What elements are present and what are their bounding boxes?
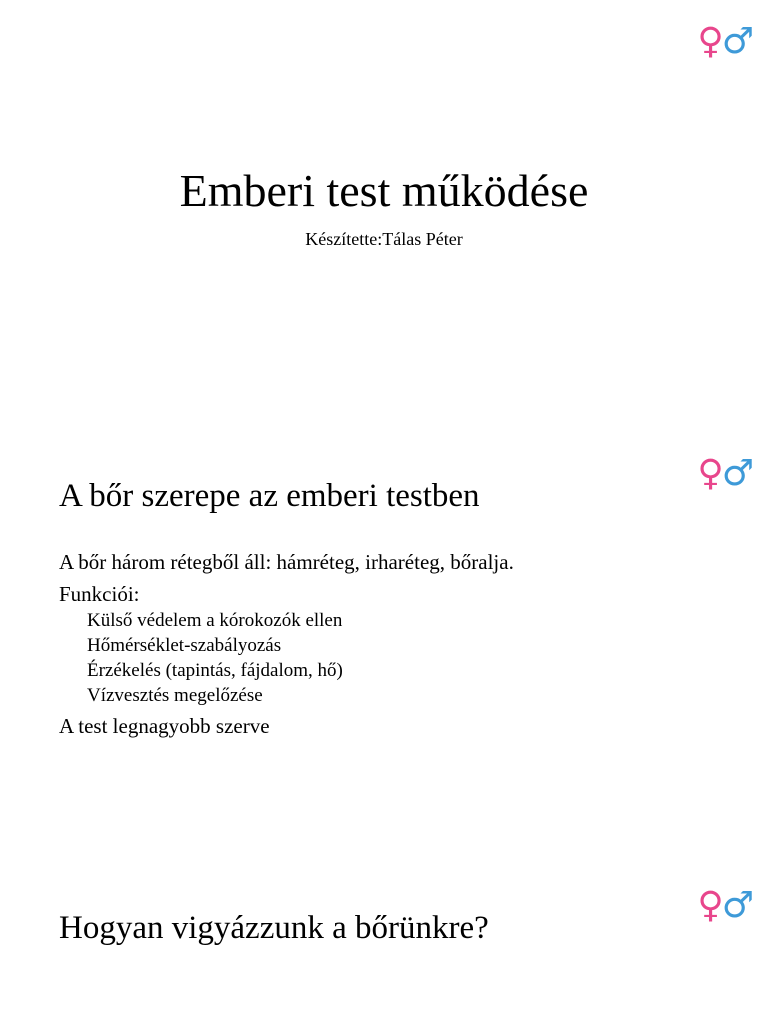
slide-skin-role [0,430,768,850]
functions-list [87,608,343,708]
female-sign-icon: ♀ [697,885,724,926]
gender-icons [697,453,754,494]
slide-title [0,0,768,420]
list-item: Vízvesztés megelőzése [87,685,263,706]
presentation-author: Készítette:Tálas Péter [305,229,463,249]
female-sign-icon: ♀ [697,453,724,494]
skin-layers-text: A bőr három rétegből áll: hámréteg, irharéteg, bőralja. [59,550,514,574]
slide-heading: Hogyan vigyázzunk a bőrünkre? [59,910,489,946]
gender-icons [697,21,754,62]
male-sign-icon: ♂ [721,885,754,926]
list-item: Hőmérséklet-szabályozás [87,635,282,656]
male-sign-icon: ♂ [721,453,754,494]
functions-label: Funkciói: [59,582,140,606]
gender-icons [697,885,754,926]
list-item: Érzékelés (tapintás, fájdalom, hő) [87,660,343,681]
presentation-title: Emberi test működése [179,165,589,216]
female-sign-icon: ♀ [697,21,724,62]
slide-skin-care [0,860,768,1024]
closing-text: A test legnagyobb szerve [59,714,270,738]
male-sign-icon: ♂ [721,21,754,62]
list-item: Külső védelem a kórokozók ellen [87,610,343,631]
slide-heading: A bőr szerepe az emberi testben [59,478,480,514]
